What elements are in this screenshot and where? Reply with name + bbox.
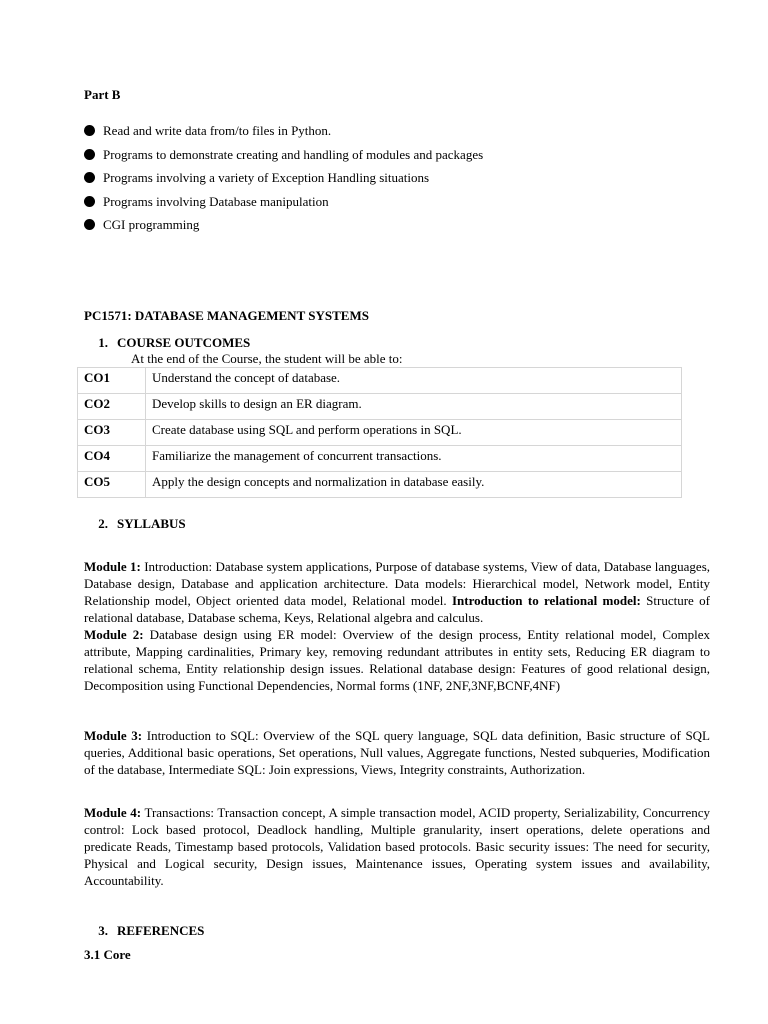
- module-text: Introduction to SQL: Overview of the SQL query language, SQL data definition, Basic structure of SQL queries, Additional basic operations, Set operations, Null values, Aggregate functions, Nested subqueries, Modification of the database, Intermediate SQL: Join expressions, Views, Integrity constraints, Authorization.: [84, 728, 710, 777]
- list-item: [84, 213, 483, 237]
- bullet-icon: [84, 219, 95, 230]
- list-item-text: Programs to demonstrate creating and handling of modules and packages: [103, 146, 484, 162]
- table-row: [78, 394, 682, 420]
- module-text: Introduction: Database system applications, Purpose of database systems, View of data, Database languages, Database design, Database and application architecture. Data models: Hierarchical model, Network model, Entity Relationship model, Object oriented data model, Relational model.: [84, 559, 710, 608]
- module-label: Module 1:: [84, 559, 141, 574]
- section-number: 3.: [98, 923, 108, 938]
- module-text: Transactions: Transaction concept, A simple transaction model, ACID property, Serializability, Concurrency control: Lock based protocol, Deadlock handling, Multiple granularity, insert operations, delete operations and predicate Reads, Timestamp based protocols, Validation based protocols. Basic security issues: The need for security, Physical and Logical security, Design issues, Maintenance issues, Operating system issues and availability, Accountability.: [84, 805, 710, 888]
- outcomes-table: [77, 367, 682, 498]
- course-title: PC1571: DATABASE MANAGEMENT SYSTEMS: [84, 308, 369, 323]
- part-b-heading: Part B: [84, 87, 121, 102]
- co-text: Create database using SQL and perform operations in SQL.: [146, 420, 682, 446]
- list-item-text: Programs involving a variety of Exception Handling situations: [103, 170, 430, 186]
- table-row: [78, 446, 682, 472]
- list-item-text: CGI programming: [103, 217, 200, 233]
- section-title: SYLLABUS: [117, 516, 186, 531]
- module-label: Module 4:: [84, 805, 142, 820]
- co-code: CO2: [78, 394, 146, 420]
- co-code: CO1: [78, 368, 146, 394]
- module-2-paragraph: [84, 626, 710, 694]
- table-row: [78, 420, 682, 446]
- module-subheading: Introduction to relational model:: [451, 593, 641, 608]
- module-3-paragraph: [84, 727, 710, 778]
- co-code: CO4: [78, 446, 146, 472]
- outcomes-intro: At the end of the Course, the student will be able to:: [131, 351, 403, 366]
- module-text: Database design using ER model: Overview of the design process, Entity relational model, Complex attribute, Mapping cardinalities, Primary key, removing redundant attributes in entity sets, Reducing ER diagram to relational schema, Entity relationship design issues. Relational database design: Features of good relational design, Decomposition using Functional Dependencies, Normal forms (1NF, 2NF,3NF,BCNF,4NF): [84, 627, 710, 693]
- list-item-text: Read and write data from/to files in Python.: [103, 123, 332, 139]
- section-number: 2.: [98, 516, 108, 531]
- module-1-paragraph: [84, 558, 710, 626]
- bullet-icon: [84, 196, 95, 207]
- list-item: [84, 190, 483, 214]
- list-item: [84, 166, 483, 190]
- references-heading: [84, 922, 204, 939]
- module-label: Module 3:: [84, 728, 143, 743]
- bullet-icon: [84, 125, 95, 136]
- section-title: REFERENCES: [117, 923, 205, 938]
- list-item: [84, 119, 483, 143]
- list-item-text: Programs involving Database manipulation: [103, 193, 329, 209]
- list-item: [84, 143, 483, 167]
- bullet-icon: [84, 172, 95, 183]
- co-text: Develop skills to design an ER diagram.: [146, 394, 682, 420]
- module-4-paragraph: [84, 804, 710, 889]
- module-label: Module 2:: [84, 627, 144, 642]
- part-b-list: [84, 119, 483, 237]
- section-number: 1.: [98, 335, 108, 350]
- section-title: COURSE OUTCOMES: [117, 335, 251, 350]
- module-text: Structure of relational database, Database schema, Keys, Relational algebra and calculus.: [84, 593, 710, 625]
- syllabus-heading: [84, 515, 186, 532]
- co-text: Understand the concept of database.: [146, 368, 682, 394]
- co-text: Apply the design concepts and normalization in database easily.: [146, 472, 682, 498]
- table-row: [78, 368, 682, 394]
- co-code: CO3: [78, 420, 146, 446]
- co-code: CO5: [78, 472, 146, 498]
- core-references-heading: 3.1 Core: [84, 947, 131, 962]
- co-text: Familiarize the management of concurrent transactions.: [146, 446, 682, 472]
- bullet-icon: [84, 149, 95, 160]
- table-row: [78, 472, 682, 498]
- outcomes-heading: [84, 334, 250, 351]
